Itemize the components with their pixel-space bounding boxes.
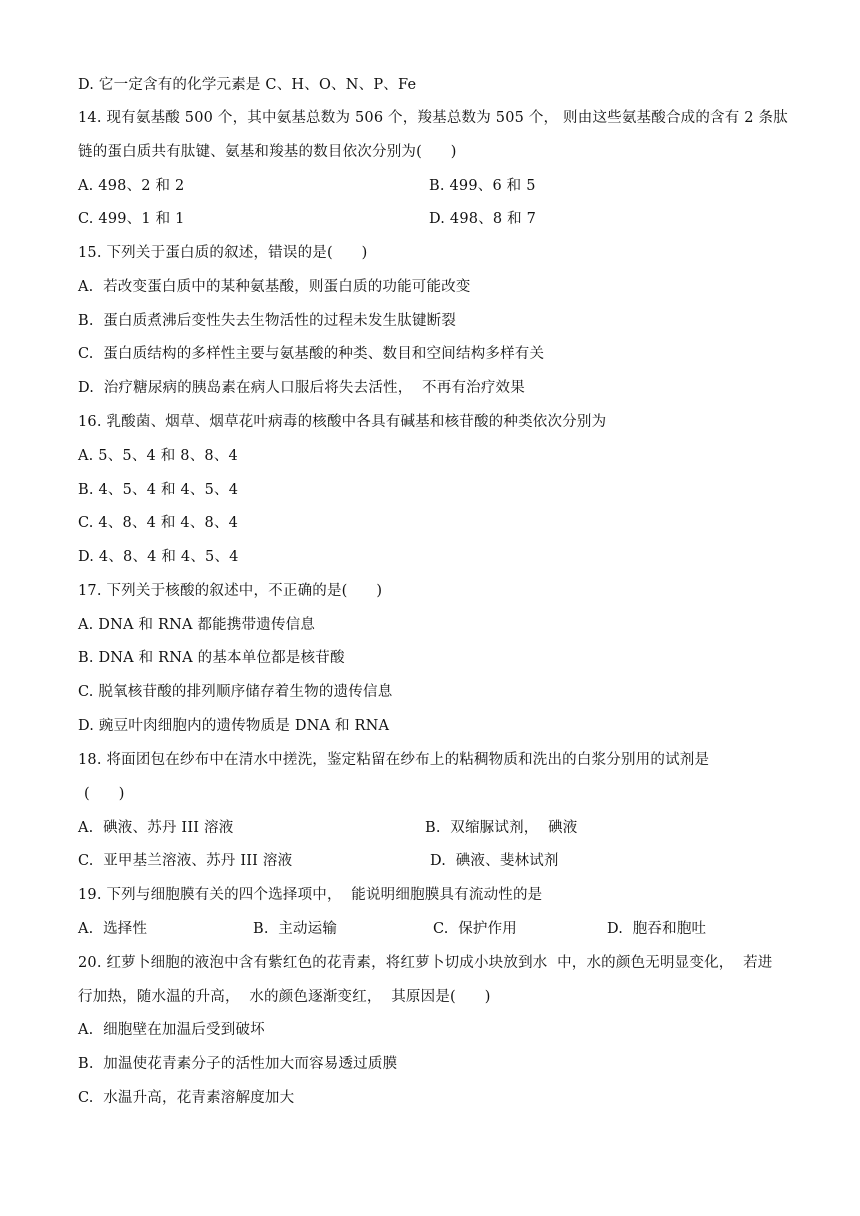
- q18-stem-line2: ( ): [84, 786, 125, 802]
- q18-option-d: D. 碘液、斐林试剂: [430, 853, 559, 869]
- q15-option-a: A. 若改变蛋白质中的某种氨基酸，则蛋白质的功能可能改变: [78, 279, 471, 295]
- q20-stem-line2: 行加热，随水温的升高， 水的颜色逐渐变红， 其原因是( ): [78, 989, 491, 1005]
- q17-option-c: C. 脱氧核苷酸的排列顺序储存着生物的遗传信息: [78, 684, 393, 700]
- q15-option-d: D. 治疗糖尿病的胰岛素在病人口服后将失去活性， 不再有治疗效果: [78, 380, 525, 396]
- q18-option-b: B. 双缩脲试剂， 碘液: [425, 820, 578, 836]
- q14-option-c: C. 499、1 和 1: [78, 211, 185, 227]
- q14-option-a: A. 498、2 和 2: [78, 178, 185, 194]
- q19-option-c: C. 保护作用: [433, 921, 518, 937]
- q19-option-d: D. 胞吞和胞吐: [607, 921, 707, 937]
- q20-option-c: C. 水温升高，花青素溶解度加大: [78, 1090, 295, 1106]
- q16-stem: 16. 乳酸菌、烟草、烟草花叶病毒的核酸中各具有碱基和核苷酸的种类依次分别为: [78, 414, 607, 430]
- q14-option-d: D. 498、8 和 7: [429, 211, 537, 227]
- q18-option-a: A. 碘液、苏丹 III 溶液: [78, 820, 234, 836]
- q19-option-b: B. 主动运输: [253, 921, 338, 937]
- q18-option-c: C. 亚甲基兰溶液、苏丹 III 溶液: [78, 853, 293, 869]
- q16-option-b: B. 4、5、4 和 4、5、4: [78, 482, 239, 498]
- q14-option-b: B. 499、6 和 5: [429, 178, 536, 194]
- q20-option-a: A. 细胞壁在加温后受到破坏: [78, 1022, 265, 1038]
- q17-stem: 17. 下列关于核酸的叙述中，不正确的是( ): [78, 583, 383, 599]
- q14-stem-line1: 14. 现有氨基酸 500 个，其中氨基总数为 506 个，羧基总数为 505 个， 则由这些氨基酸合成的含有 2 条肽: [78, 110, 788, 126]
- q17-option-a: A. DNA 和 RNA 都能携带遗传信息: [78, 617, 316, 633]
- q15-option-b: B. 蛋白质煮沸后变性失去生物活性的过程未发生肽键断裂: [78, 313, 457, 329]
- q17-option-b: B. DNA 和 RNA 的基本单位都是核苷酸: [78, 650, 345, 666]
- q15-stem: 15. 下列关于蛋白质的叙述，错误的是( ): [78, 245, 368, 261]
- q18-stem-line1: 18. 将面团包在纱布中在清水中搓洗，鉴定粘留在纱布上的粘稠物质和洗出的白浆分别用的试剂是: [78, 752, 710, 768]
- q19-option-a: A. 选择性: [78, 921, 148, 937]
- q16-option-c: C. 4、8、4 和 4、8、4: [78, 515, 239, 531]
- q16-option-d: D. 4、8、4 和 4、5、4: [78, 549, 239, 565]
- q20-stem-line1: 20. 红萝卜细胞的液泡中含有紫红色的花青素，将红萝卜切成小块放到水 中，水的颜色无明显变化， 若进: [78, 955, 773, 971]
- q14-stem-line2: 链的蛋白质共有肽键、氨基和羧基的数目依次分别为( ): [78, 144, 457, 160]
- q16-option-a: A. 5、5、4 和 8、8、4: [78, 448, 238, 464]
- q13-option-d: D. 它一定含有的化学元素是 C、H、O、N、P、Fe: [78, 77, 417, 93]
- q15-option-c: C. 蛋白质结构的多样性主要与氨基酸的种类、数目和空间结构多样有关: [78, 346, 545, 362]
- q19-stem: 19. 下列与细胞膜有关的四个选择项中， 能说明细胞膜具有流动性的是: [78, 887, 543, 903]
- q17-option-d: D. 豌豆叶肉细胞内的遗传物质是 DNA 和 RNA: [78, 718, 390, 734]
- q20-option-b: B. 加温使花青素分子的活性加大而容易透过质膜: [78, 1056, 398, 1072]
